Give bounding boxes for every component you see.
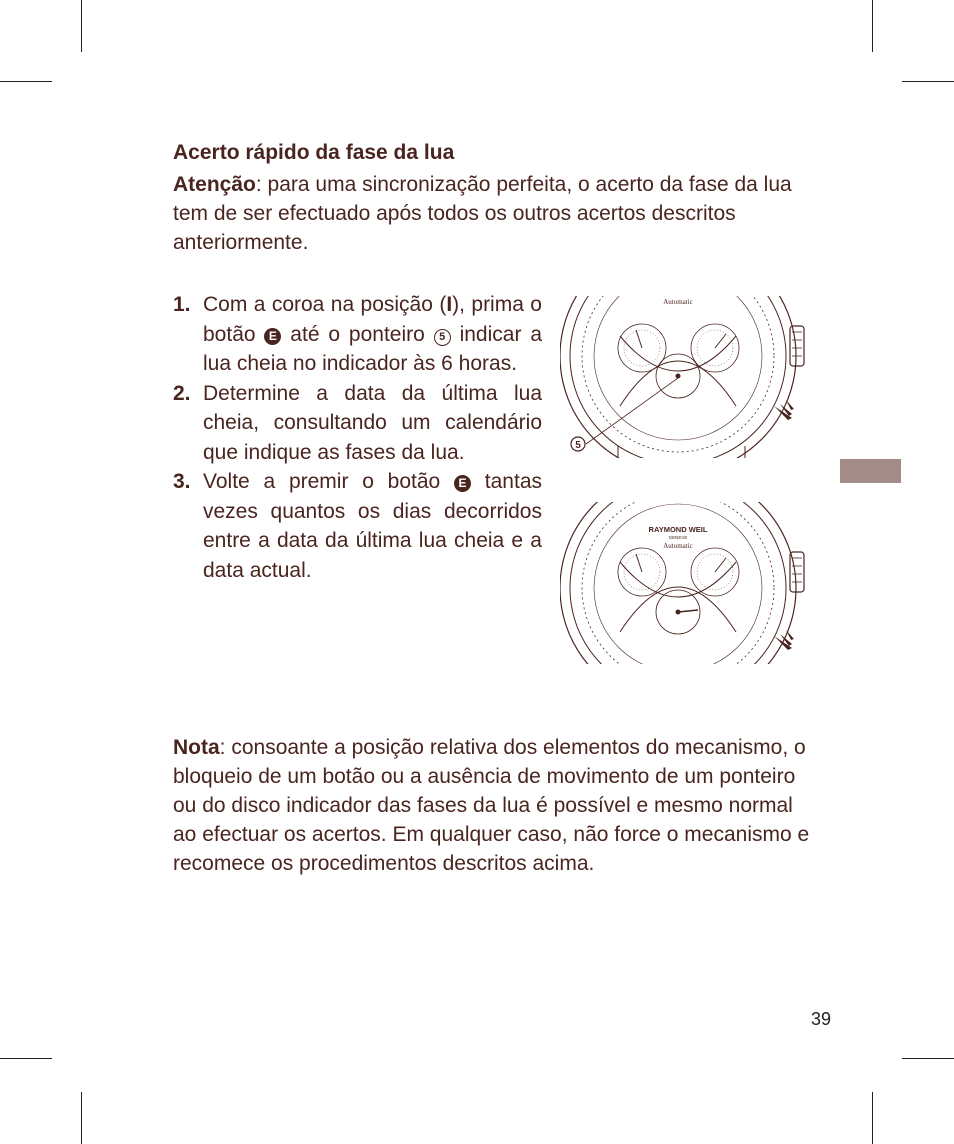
watch-illustration-bottom xyxy=(560,502,816,667)
crop-mark xyxy=(0,1058,52,1059)
page-number: 39 xyxy=(811,1009,832,1029)
step-number: 3. xyxy=(173,470,191,493)
callout-5-label: 5 xyxy=(575,440,581,451)
step-number: 2. xyxy=(173,381,191,405)
attention-text: : para uma sincronização perfeita, o acerto da fase da lua tem de ser efectuado após todos os outros acertos descritos anteriormente. xyxy=(173,173,792,254)
step-number: 1. xyxy=(173,293,191,316)
crop-mark xyxy=(81,1092,82,1144)
section-heading: Acerto rápido da fase da lua xyxy=(173,141,455,164)
crop-mark xyxy=(0,81,52,82)
watch-automatic-label: Automatic xyxy=(663,298,693,306)
list-item xyxy=(173,379,542,468)
step-text: Determine a data da última lua cheia, consultando um calendário que indique as fases da lua. xyxy=(203,381,542,464)
list-item xyxy=(173,290,542,379)
crop-mark xyxy=(872,1092,873,1144)
crop-mark xyxy=(872,0,873,52)
crop-mark xyxy=(902,81,954,82)
step-text: Com a coroa na posição (I), prima o botão E até o ponteiro 5 indicar a lua cheia no indicador às 6 horas. xyxy=(203,293,542,375)
button-e-icon: E xyxy=(264,328,281,345)
note-paragraph xyxy=(173,733,811,878)
attention-paragraph xyxy=(173,170,811,257)
step-text: Volte a premir o botão E tantas vezes quantos os dias decorridos entre a data da última lua cheia e a data actual. xyxy=(203,470,542,582)
steps-list xyxy=(173,290,542,585)
watch-brand-label: RAYMOND WEIL xyxy=(648,525,708,534)
watch-brand-sub: GENEVE xyxy=(668,535,688,540)
note-text: : consoante a posição relativa dos elementos do mecanismo, o bloqueio de um botão ou a ausência de movimento de um ponteiro ou do disco indicador das fases da lua é possível e mesmo normal ao efectuar os acertos. Em qualquer caso, não force o mecanismo e recomece os procedimentos descritos acima. xyxy=(173,736,810,875)
button-e-icon: E xyxy=(454,475,471,492)
attention-label: Atenção xyxy=(173,173,256,196)
section-tab xyxy=(840,459,901,483)
crop-mark xyxy=(902,1058,954,1059)
crop-mark xyxy=(81,0,82,52)
hand-5-icon: 5 xyxy=(434,329,451,346)
list-item xyxy=(173,467,542,585)
watch-illustration-top xyxy=(560,296,816,461)
watch-automatic-label: Automatic xyxy=(663,542,693,550)
note-label: Nota xyxy=(173,736,220,759)
